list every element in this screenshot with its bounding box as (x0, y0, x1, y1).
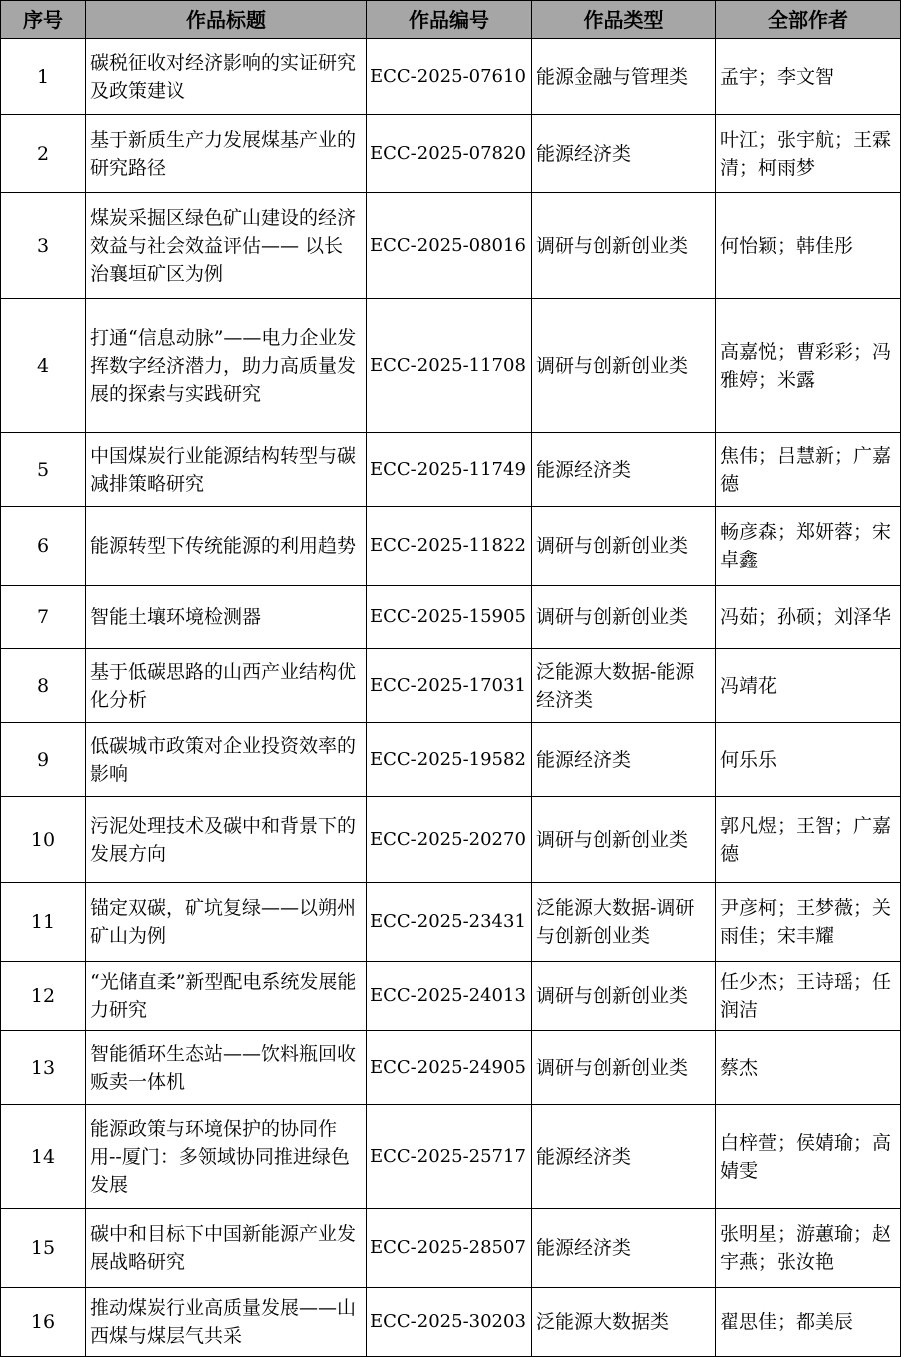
row-title: 中国煤炭行业能源结构转型与碳减排策略研究 (86, 433, 367, 507)
header-index: 序号 (1, 1, 86, 39)
table-row (1, 723, 901, 797)
row-index: 11 (1, 883, 86, 962)
row-type: 能源经济类 (532, 723, 716, 797)
row-code: ECC-2025-20270 (367, 797, 532, 883)
header-title: 作品标题 (86, 1, 367, 39)
row-code: ECC-2025-25717 (367, 1105, 532, 1209)
row-index: 8 (1, 649, 86, 723)
row-authors: 冯茹；孙硕；刘泽华 (716, 586, 901, 649)
row-title: 碳税征收对经济影响的实证研究及政策建议 (86, 39, 367, 115)
row-authors: 高嘉悦；曹彩彩；冯雅婷；米露 (716, 299, 901, 433)
header-code: 作品编号 (367, 1, 532, 39)
row-type: 调研与创新创业类 (532, 193, 716, 299)
row-authors: 白梓萱；侯婧瑜；高婧雯 (716, 1105, 901, 1209)
table-row (1, 1209, 901, 1288)
row-code: ECC-2025-19582 (367, 723, 532, 797)
row-type: 调研与创新创业类 (532, 507, 716, 586)
row-title: 基于新质生产力发展煤基产业的研究路径 (86, 115, 367, 193)
row-title: 推动煤炭行业高质量发展——山西煤与煤层气共采 (86, 1288, 367, 1357)
row-title: 碳中和目标下中国新能源产业发展战略研究 (86, 1209, 367, 1288)
row-title: 基于低碳思路的山西产业结构优化分析 (86, 649, 367, 723)
row-title: 煤炭采掘区绿色矿山建设的经济效益与社会效益评估—— 以长治襄垣矿区为例 (86, 193, 367, 299)
row-type: 调研与创新创业类 (532, 586, 716, 649)
row-authors: 焦伟；吕慧新；广嘉德 (716, 433, 901, 507)
row-authors: 翟思佳；都美辰 (716, 1288, 901, 1357)
row-type: 能源经济类 (532, 115, 716, 193)
row-code: ECC-2025-08016 (367, 193, 532, 299)
row-type: 调研与创新创业类 (532, 962, 716, 1031)
row-index: 16 (1, 1288, 86, 1357)
table-row (1, 193, 901, 299)
table-row (1, 507, 901, 586)
row-title: “光储直柔”新型配电系统发展能力研究 (86, 962, 367, 1031)
row-title: 锚定双碳，矿坑复绿——以朔州矿山为例 (86, 883, 367, 962)
row-type: 调研与创新创业类 (532, 1031, 716, 1105)
row-type: 泛能源大数据-能源经济类 (532, 649, 716, 723)
row-index: 1 (1, 39, 86, 115)
row-index: 9 (1, 723, 86, 797)
row-type: 调研与创新创业类 (532, 797, 716, 883)
row-title: 智能循环生态站——饮料瓶回收贩卖一体机 (86, 1031, 367, 1105)
header-type: 作品类型 (532, 1, 716, 39)
row-index: 3 (1, 193, 86, 299)
row-authors: 蔡杰 (716, 1031, 901, 1105)
table-row (1, 1288, 901, 1357)
row-type: 调研与创新创业类 (532, 299, 716, 433)
row-index: 12 (1, 962, 86, 1031)
header-authors: 全部作者 (716, 1, 901, 39)
row-code: ECC-2025-28507 (367, 1209, 532, 1288)
header-row (1, 1, 901, 39)
row-index: 15 (1, 1209, 86, 1288)
row-code: ECC-2025-17031 (367, 649, 532, 723)
row-title: 能源转型下传统能源的利用趋势 (86, 507, 367, 586)
row-index: 6 (1, 507, 86, 586)
table-row (1, 883, 901, 962)
row-code: ECC-2025-07820 (367, 115, 532, 193)
row-type: 能源经济类 (532, 1105, 716, 1209)
row-index: 10 (1, 797, 86, 883)
row-authors: 尹彦柯；王梦薇；关雨佳；宋丰耀 (716, 883, 901, 962)
row-index: 14 (1, 1105, 86, 1209)
row-type: 能源经济类 (532, 433, 716, 507)
row-authors: 叶江；张宇航；王霖清；柯雨梦 (716, 115, 901, 193)
row-title: 打通“信息动脉”——电力企业发挥数字经济潜力，助力高质量发展的探索与实践研究 (86, 299, 367, 433)
row-title: 智能土壤环境检测器 (86, 586, 367, 649)
row-code: ECC-2025-15905 (367, 586, 532, 649)
row-authors: 何怡颖；韩佳彤 (716, 193, 901, 299)
row-type: 泛能源大数据类 (532, 1288, 716, 1357)
row-code: ECC-2025-11749 (367, 433, 532, 507)
table-row (1, 115, 901, 193)
table-row (1, 39, 901, 115)
row-authors: 何乐乐 (716, 723, 901, 797)
row-index: 13 (1, 1031, 86, 1105)
row-index: 4 (1, 299, 86, 433)
row-authors: 任少杰；王诗瑶；任润洁 (716, 962, 901, 1031)
row-authors: 张明星；游蕙瑜；赵宇燕；张汝艳 (716, 1209, 901, 1288)
row-authors: 畅彦森；郑妍蓉；宋卓鑫 (716, 507, 901, 586)
row-code: ECC-2025-07610 (367, 39, 532, 115)
row-title: 能源政策与环境保护的协同作用--厦门：多领域协同推进绿色发展 (86, 1105, 367, 1209)
row-authors: 孟宇；李文智 (716, 39, 901, 115)
row-authors: 郭凡煜；王智；广嘉德 (716, 797, 901, 883)
row-title: 污泥处理技术及碳中和背景下的发展方向 (86, 797, 367, 883)
row-index: 7 (1, 586, 86, 649)
table-row (1, 962, 901, 1031)
table-body (1, 39, 901, 1357)
row-type: 能源经济类 (532, 1209, 716, 1288)
row-index: 2 (1, 115, 86, 193)
row-code: ECC-2025-30203 (367, 1288, 532, 1357)
table-row (1, 586, 901, 649)
row-authors: 冯靖花 (716, 649, 901, 723)
row-type: 能源金融与管理类 (532, 39, 716, 115)
row-title: 低碳城市政策对企业投资效率的影响 (86, 723, 367, 797)
row-code: ECC-2025-24905 (367, 1031, 532, 1105)
row-code: ECC-2025-24013 (367, 962, 532, 1031)
table-row (1, 299, 901, 433)
row-index: 5 (1, 433, 86, 507)
table-row (1, 797, 901, 883)
table-row (1, 649, 901, 723)
table-row (1, 433, 901, 507)
row-code: ECC-2025-11708 (367, 299, 532, 433)
table-row (1, 1031, 901, 1105)
row-code: ECC-2025-11822 (367, 507, 532, 586)
row-code: ECC-2025-23431 (367, 883, 532, 962)
row-type: 泛能源大数据-调研与创新创业类 (532, 883, 716, 962)
table-row (1, 1105, 901, 1209)
